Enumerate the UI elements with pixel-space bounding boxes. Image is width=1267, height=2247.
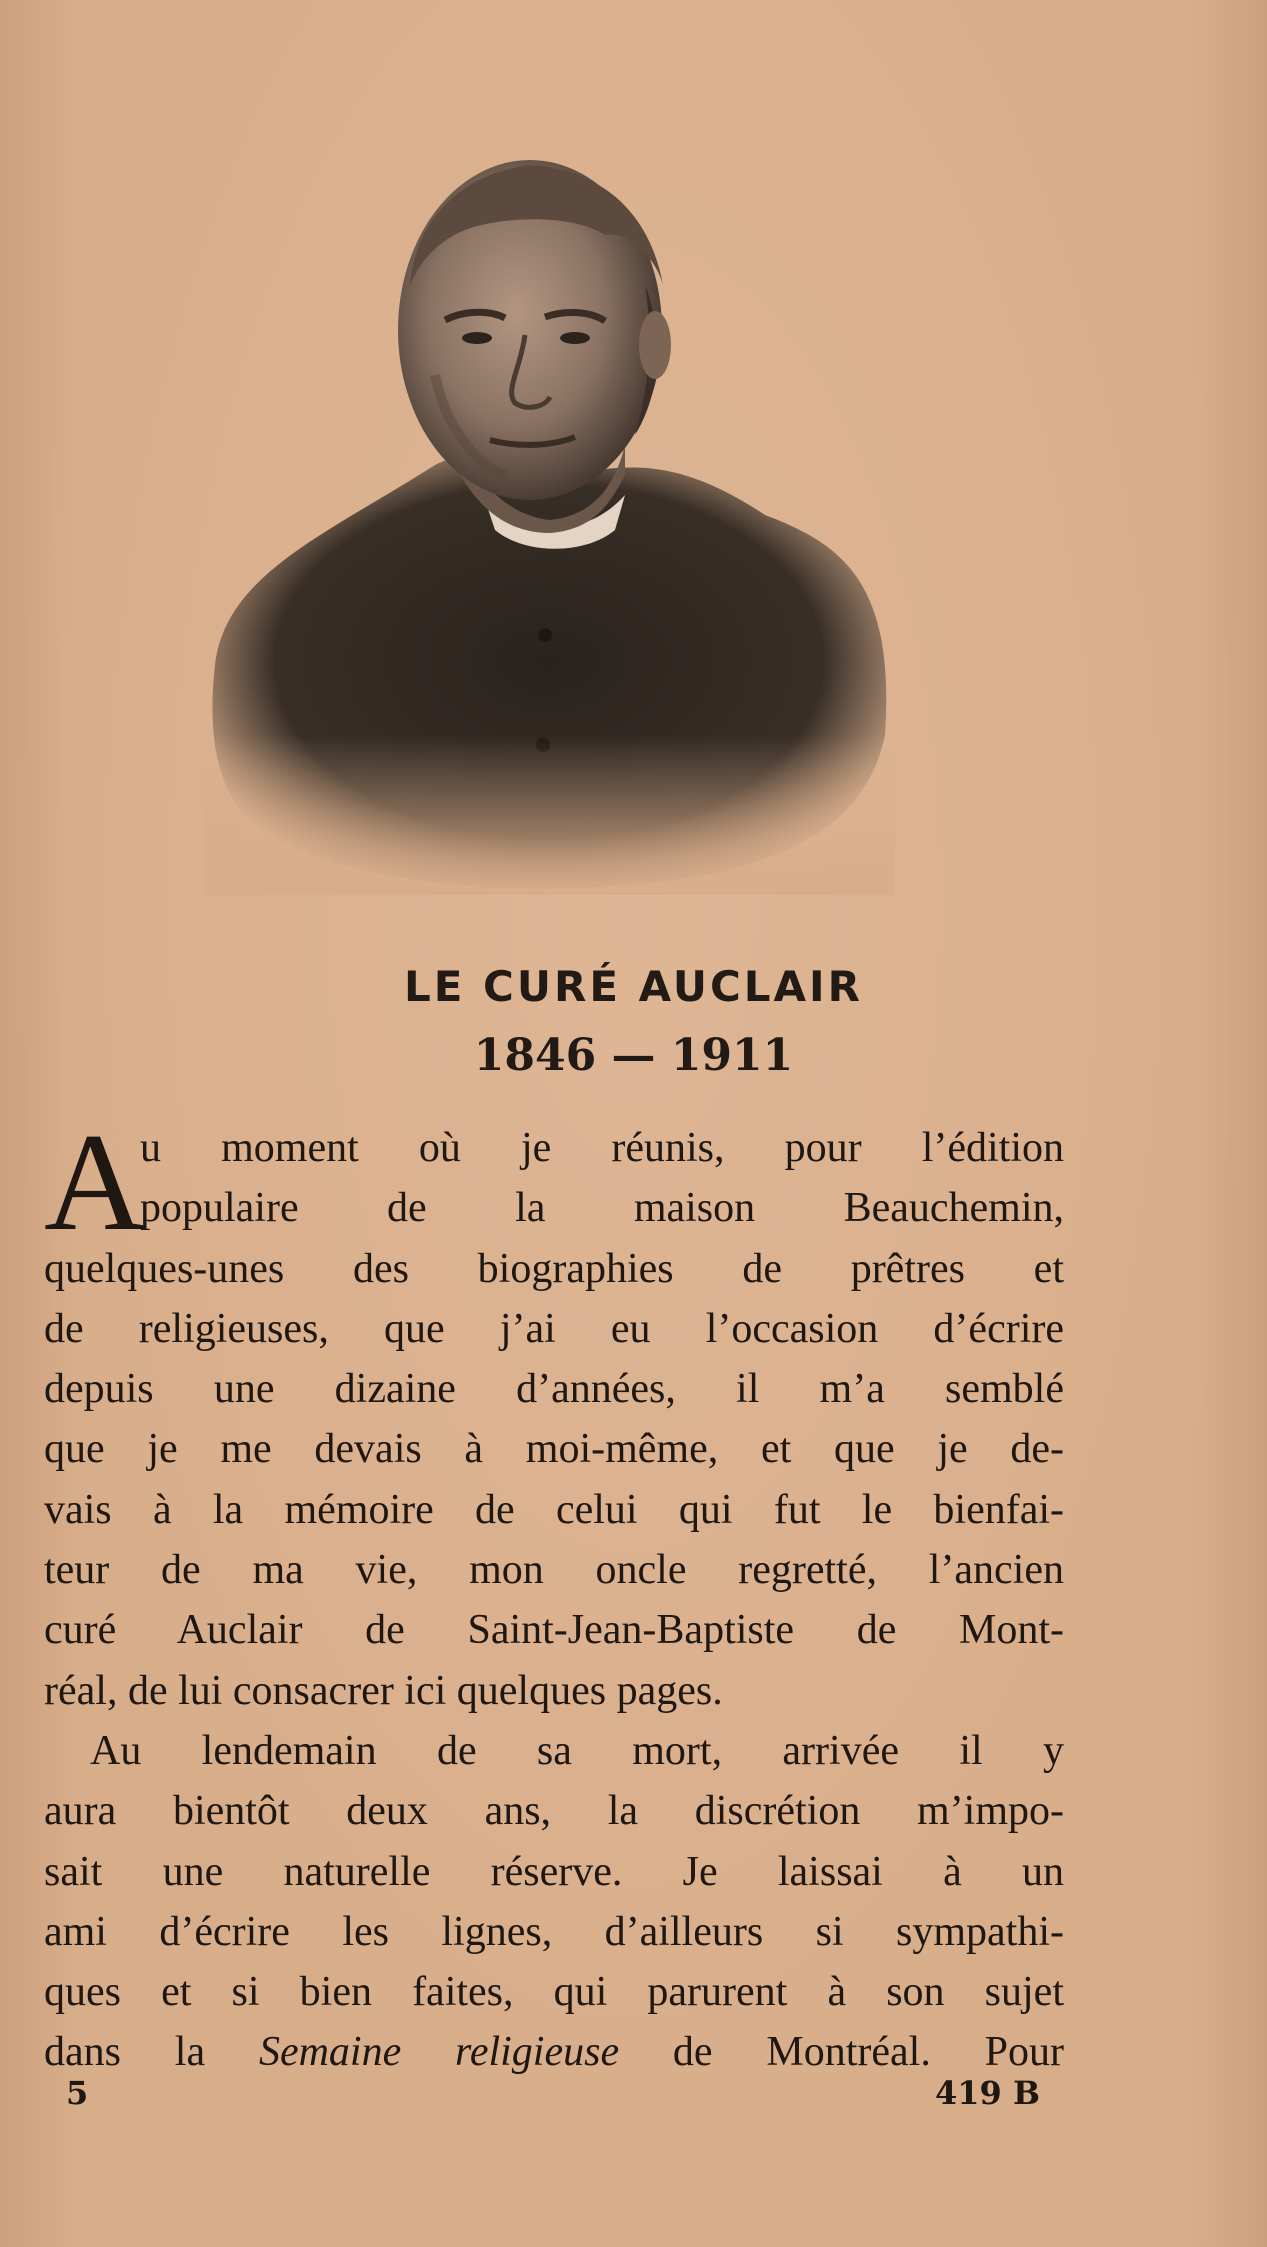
publication-title: Semaine religieuse xyxy=(258,2029,620,2076)
first-paragraph xyxy=(44,1105,1064,1721)
text-fragment: dans la xyxy=(44,2029,259,2076)
text-line: curé Auclair de Saint-Jean-Baptiste de Mont- xyxy=(44,1607,1064,1654)
chapter-dates: 1846 — 1911 xyxy=(473,1030,794,1081)
text-line: ami d’écrire les lignes, d’ailleurs si sympathi- xyxy=(44,1908,1064,1955)
chapter-title: LE CURÉ AUCLAIR xyxy=(403,962,864,1011)
signature-mark-right: 419 B xyxy=(935,2074,1040,2112)
body-text xyxy=(44,1105,1064,2083)
text-line: Au lendemain de sa mort, arrivée il y xyxy=(90,1727,1064,1774)
priest-portrait-engraving xyxy=(205,135,895,895)
signature-mark-left: 5 xyxy=(66,2074,89,2112)
text-line: ques et si bien faites, qui parurent à son sujet xyxy=(44,1969,1064,2016)
text-line xyxy=(44,2022,1064,2082)
text-line: réal, de lui consacrer ici quelques pages. xyxy=(44,1667,723,1714)
text-line: u moment où je réunis, pour l’édition xyxy=(140,1125,1064,1171)
drop-cap: A xyxy=(44,1105,146,1260)
text-line: que je me devais à moi-même, et que je de- xyxy=(44,1426,1064,1473)
text-line: sait une naturelle réserve. Je laissai à un xyxy=(44,1848,1064,1895)
text-line: de religieuses, que j’ai eu l’occasion d’écrire xyxy=(44,1305,1064,1352)
text-line: quelques-unes des biographies de prêtres et xyxy=(44,1245,1064,1292)
text-line: teur de ma vie, mon oncle regretté, l’ancien xyxy=(44,1547,1064,1594)
second-paragraph xyxy=(44,1721,1064,2083)
text-line: populaire de la maison Beauchemin, xyxy=(140,1185,1064,1232)
text-line: aura bientôt deux ans, la discrétion m’impo- xyxy=(44,1788,1064,1835)
text-line: vais à la mémoire de celui qui fut le bienfai- xyxy=(44,1486,1064,1533)
text-line: depuis une dizaine d’années, il m’a semblé xyxy=(44,1366,1064,1413)
text-fragment: de Montréal. Pour xyxy=(619,2029,1064,2076)
